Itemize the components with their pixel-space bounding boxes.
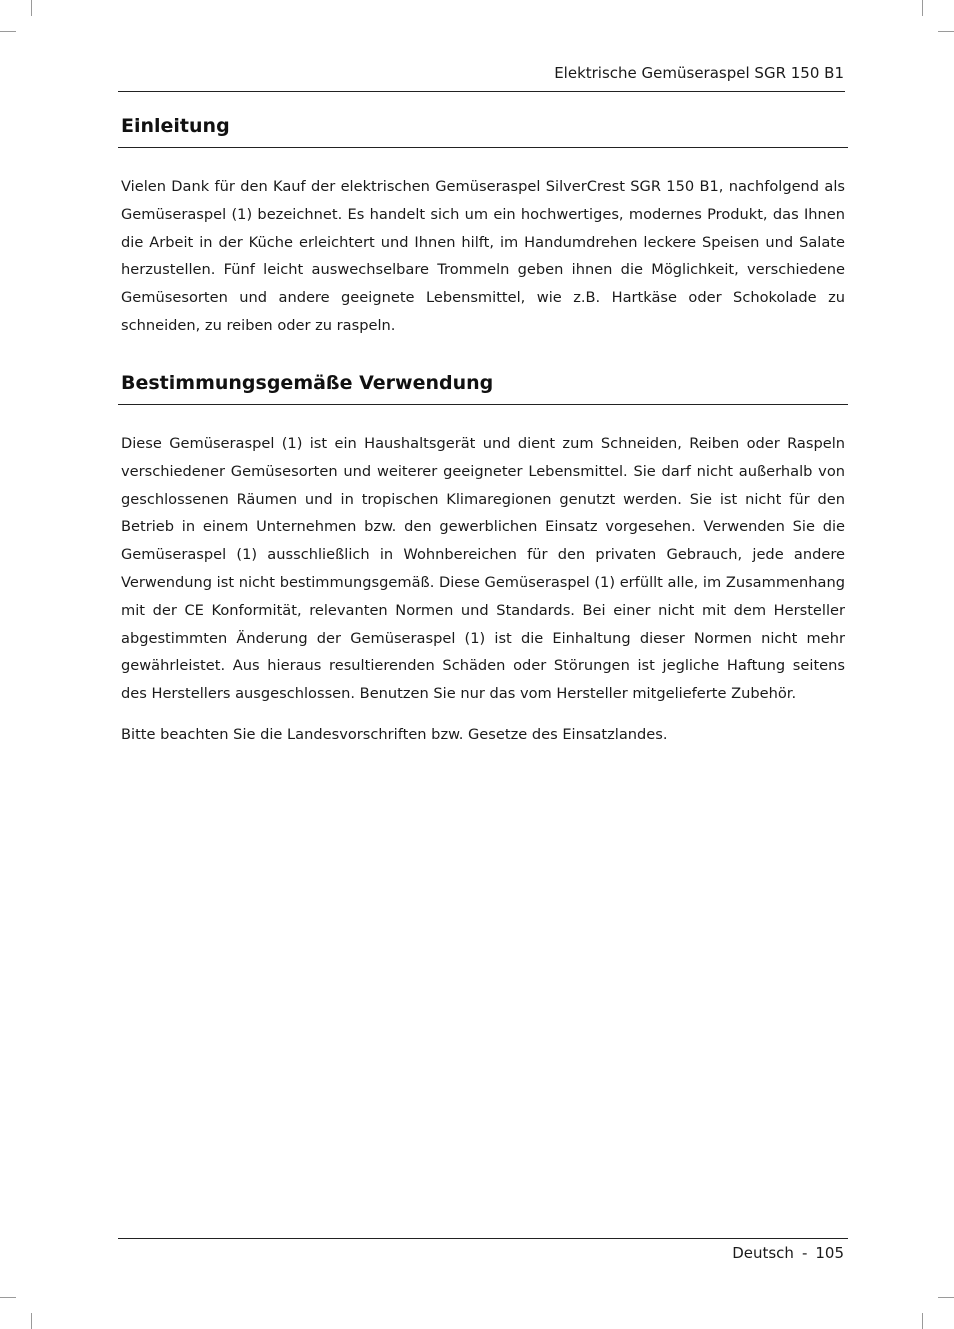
section-rule-verwendung (118, 404, 848, 405)
paragraph-verwendung: Diese Gemüseraspel (1) ist ein Haushaltsgerät und dient zum Schneiden, Reiben oder Raspeln verschiedener Gemüsesorten und weiterer geeigneter Lebensmittel. Sie darf nicht außerhalb von geschlossenen Räumen und in tropischen Klimaregionen genutzt werden. Sie ist nicht für den Betrieb in einem Unternehmen bzw. den gewerblichen Einsatz vorgesehen. Verwenden Sie die Gemüseraspel (1) ausschließlich in Wohnbereichen für den privaten Gebrauch, jede andere Verwendung ist nicht bestimmungsgemäß. Diese Gemüseraspel (1) erfüllt alle, im Zusammenhang mit der CE Konformität, relevanten Normen und Standards. Bei einer nicht mit dem Hersteller abgestimmten Änderung der Gemüseraspel (1) ist die Einhaltung dieser Normen nicht mehr gewährleistet. Aus hieraus resultierenden Schäden oder Störungen ist jegliche Haftung seitens des Herstellers ausgeschlossen. Benutzen Sie nur das vom Hersteller mitgelieferte Zubehör. (121, 435, 845, 703)
footer-rule (118, 1238, 848, 1239)
crop-mark-bottom-right-h (938, 1297, 954, 1298)
section-rule-einleitung (118, 147, 848, 148)
section-title-einleitung: Einleitung (121, 115, 230, 137)
paragraph-einleitung: Vielen Dank für den Kauf der elektrischen Gemüseraspel SilverCrest SGR 150 B1, nachfolgend als Gemüseraspel (1) bezeichnet. Es handelt sich um ein hochwertiges, modernes Produkt, das Ihnen die Arbeit in der Küche erleichtert und Ihnen hilft, im Handumdrehen leckere Speisen und Salate herzustellen. Fünf leicht auswechselbare Trommeln geben ihnen die Möglichkeit, verschiedene Gemüsesorten und andere geeignete Lebensmittel, wie z.B. Hartkäse oder Schokolade zu schneiden, zu reiben oder zu raspeln. (121, 178, 845, 334)
crop-mark-top-right-v (922, 0, 923, 16)
running-header: Elektrische Gemüseraspel SGR 150 B1 (554, 64, 844, 82)
section-title-verwendung: Bestimmungsgemäße Verwendung (121, 372, 494, 394)
footer-language: Deutsch (732, 1244, 794, 1262)
crop-mark-bottom-right-v (922, 1313, 923, 1329)
page-footer (120, 1243, 844, 1263)
header-rule (118, 91, 845, 92)
page-number: 105 (815, 1244, 844, 1262)
paragraph-landesvorschriften: Bitte beachten Sie die Landesvorschriften bzw. Gesetze des Einsatzlandes. (121, 726, 668, 743)
crop-mark-top-left-h (0, 31, 16, 32)
crop-mark-top-left-v (31, 0, 32, 16)
crop-mark-top-right-h (938, 31, 954, 32)
footer-separator: - (801, 1244, 808, 1262)
crop-mark-bottom-left-h (0, 1297, 16, 1298)
crop-mark-bottom-left-v (31, 1313, 32, 1329)
